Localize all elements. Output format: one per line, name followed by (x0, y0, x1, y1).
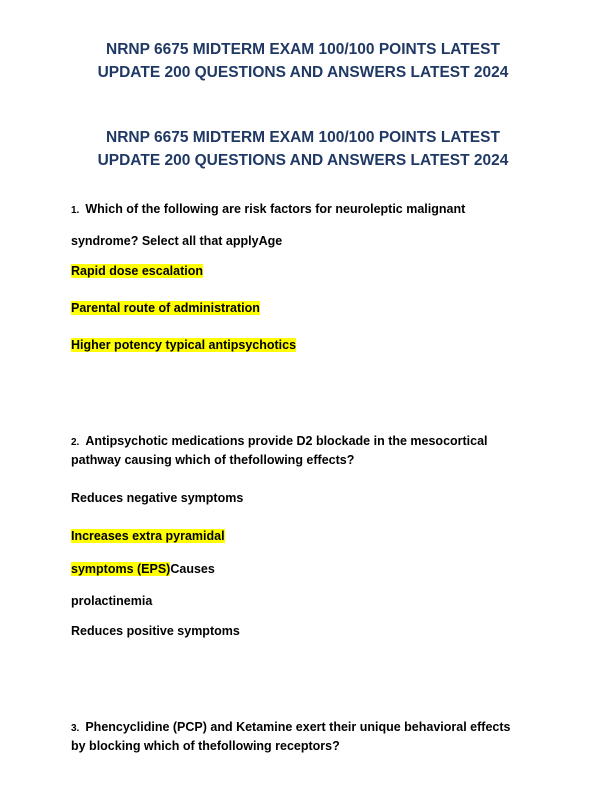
answer-option: Reduces negative symptoms (71, 491, 244, 505)
question-text: Phencyclidine (PCP) and Ketamine exert their unique behavioral effects (85, 720, 511, 734)
document-title (0, 38, 606, 84)
question-number: 3. (71, 723, 80, 734)
answer-option-highlighted: symptoms (EPS) (71, 562, 171, 576)
question-3 (71, 719, 510, 737)
title-line-2: UPDATE 200 QUESTIONS AND ANSWERS LATEST 2024 (97, 152, 509, 169)
answer-option-highlighted: Parental route of administration (71, 301, 260, 315)
answer-option-highlighted: Rapid dose escalation (71, 264, 203, 278)
question-text: by blocking which of thefollowing receptors? (71, 739, 340, 753)
question-number: 2. (71, 437, 80, 448)
answer-option: Age (258, 234, 283, 248)
question-text: pathway causing which of thefollowing effects? (71, 453, 355, 467)
question-text: syndrome? Select all that apply (71, 234, 259, 248)
document-title-repeat (0, 126, 606, 172)
question-2-line-2 (71, 452, 354, 468)
answer-option-mixed (71, 561, 215, 577)
title-line-1: NRNP 6675 MIDTERM EXAM 100/100 POINTS LATEST (106, 129, 500, 146)
answer-option: prolactinemia (71, 594, 153, 608)
question-1 (71, 201, 465, 219)
answer-option: Causes (170, 562, 215, 576)
question-text: Antipsychotic medications provide D2 blockade in the mesocortical (85, 434, 488, 448)
title-line-1: NRNP 6675 MIDTERM EXAM 100/100 POINTS LATEST (106, 41, 500, 58)
question-3-line-2 (71, 738, 340, 754)
title-line-2: UPDATE 200 QUESTIONS AND ANSWERS LATEST 2024 (97, 64, 509, 81)
answer-option-highlighted: Increases extra pyramidal (71, 529, 225, 543)
answer-option-highlighted: Higher potency typical antipsychotics (71, 338, 297, 352)
answer-option: Reduces positive symptoms (71, 624, 240, 638)
question-1-line-2 (71, 233, 282, 249)
question-text: Which of the following are risk factors for neuroleptic malignant (85, 202, 466, 216)
question-number: 1. (71, 205, 80, 216)
question-2 (71, 433, 488, 451)
